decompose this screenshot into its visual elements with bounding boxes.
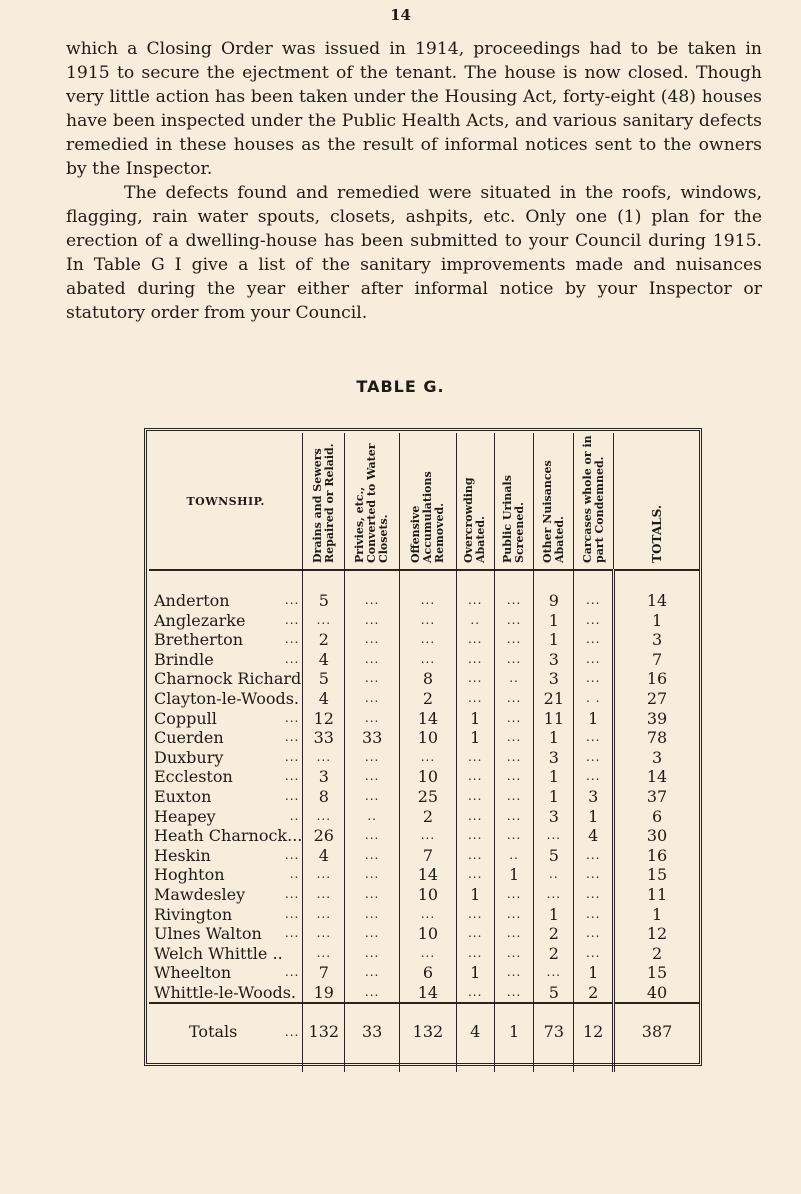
value-cell: 5 [303,570,345,611]
value-cell: ... [494,748,534,768]
table-title: TABLE G. [356,377,445,396]
leader-dots: ... [284,788,300,803]
leader-dots: ... [284,1025,300,1040]
township-name: Cuerden [154,728,224,748]
column-header-label: Overcrowding Abated. [462,477,488,563]
value-cell: ... [345,885,400,905]
value-cell: ... [400,570,457,611]
column-header [456,433,494,570]
value-cell: ... [534,826,574,846]
value-cell: ... [345,767,400,787]
township-cell [149,983,303,1004]
table-row [149,807,699,827]
value-cell: 14 [400,865,457,885]
value-cell: 78 [614,728,699,748]
leader-dots: ... [284,769,300,784]
value-cell: ... [574,630,614,650]
value-cell: .. [494,846,534,866]
table-row [149,570,699,611]
value-cell: ... [400,944,457,964]
value-cell: ... [574,570,614,611]
township-cell [149,669,303,689]
value-cell: ... [574,669,614,689]
value-cell: ... [494,963,534,983]
value-cell: 10 [400,767,457,787]
township-cell [149,728,303,748]
value-cell: 3 [534,650,574,670]
value-cell: ... [456,905,494,925]
table-row [149,885,699,905]
value-cell: 132 [303,1003,345,1072]
table-header-row [149,433,699,570]
value-cell: ... [303,944,345,964]
value-cell: ... [400,905,457,925]
value-cell: 25 [400,787,457,807]
leader-dots: ... [284,965,300,980]
value-cell: ... [456,767,494,787]
value-cell: ... [456,630,494,650]
value-cell: 1 [534,630,574,650]
table-row [149,630,699,650]
leader-dots: ... [284,926,300,941]
value-cell: ... [345,570,400,611]
table-row [149,650,699,670]
column-header [494,433,534,570]
table-row [149,944,699,964]
value-cell: 7 [303,963,345,983]
township-cell [149,1003,303,1072]
value-cell: 12 [574,1003,614,1072]
value-cell: ... [303,748,345,768]
leader-dots: ... [284,906,300,921]
paragraph: which a Closing Order was issued in 1914, proceedings had to be taken in 1915 to secure the ejectment of the tenant. The house is now closed. Though very little action has been taken under the Housing Act, forty-eight (48) houses have been inspected under the Public Health Acts, and various sanitary defects remedied in these houses as the result of informal notices sent to the owners by the Inspector. [66,39,762,179]
value-cell: ... [494,983,534,1004]
township-name: Anglezarke [154,610,246,630]
value-cell: 33 [345,728,400,748]
township-cell [149,865,303,885]
value-cell: 1 [456,728,494,748]
value-cell: ... [534,885,574,905]
value-cell: 3 [534,807,574,827]
value-cell: 5 [303,669,345,689]
township-cell [149,630,303,650]
township-name: Euxton [154,786,212,806]
value-cell: 2 [400,689,457,709]
value-cell: ... [303,905,345,925]
table-row [149,865,699,885]
value-cell: ... [494,611,534,631]
value-cell: ... [494,728,534,748]
value-cell: ... [456,570,494,611]
value-cell: ... [303,924,345,944]
township-cell [149,963,303,983]
table-row [149,846,699,866]
value-cell: ... [345,611,400,631]
value-cell: ... [574,767,614,787]
value-cell: 27 [614,689,699,709]
leader-dots: ... [284,593,300,607]
value-cell: 26 [303,826,345,846]
township-cell [149,944,303,964]
value-cell: 1 [534,905,574,925]
value-cell: ... [345,630,400,650]
township-cell [149,611,303,631]
township-name: Totals [189,1022,238,1042]
value-cell: 387 [614,1003,699,1072]
township-name: Wheelton [154,963,232,983]
township-name: Hoghton [154,865,225,885]
value-cell: 2 [574,983,614,1004]
value-cell: 1 [456,709,494,729]
table-row [149,905,699,925]
value-cell: ... [494,650,534,670]
table-row [149,767,699,787]
table-row [149,669,699,689]
value-cell: 40 [614,983,699,1004]
township-cell [149,650,303,670]
column-header-label: TOTALS. [649,505,664,563]
value-cell: 33 [345,1003,400,1072]
township-name: Brindle [154,649,214,669]
township-cell [149,767,303,787]
value-cell: ... [456,689,494,709]
value-cell: ... [574,865,614,885]
township-name: Mawdesley [154,884,246,904]
value-cell: 16 [614,669,699,689]
value-cell: 37 [614,787,699,807]
value-cell: ... [494,787,534,807]
value-cell: ... [494,885,534,905]
value-cell: ... [456,944,494,964]
value-cell: 2 [534,944,574,964]
value-cell: 10 [400,924,457,944]
value-cell: ... [456,846,494,866]
page-number: 14 [390,6,411,24]
value-cell: 30 [614,826,699,846]
value-cell: ... [303,885,345,905]
value-cell: ... [345,944,400,964]
value-cell: 1 [494,865,534,885]
value-cell: ... [456,650,494,670]
totals-row [149,1003,699,1072]
value-cell: ... [494,826,534,846]
value-cell: ... [494,767,534,787]
value-cell: ... [345,905,400,925]
column-header [345,433,400,570]
value-cell: 1 [534,728,574,748]
township-cell [149,709,303,729]
table-row [149,689,699,709]
leader-dots: ... [284,730,300,745]
value-cell: ... [494,905,534,925]
value-cell: 11 [614,885,699,905]
township-cell [149,807,303,827]
value-cell: ... [456,865,494,885]
table-g [144,428,702,1066]
value-cell: ... [303,865,345,885]
township-name: Coppull [154,708,217,728]
value-cell: 3 [574,787,614,807]
value-cell: .. [534,865,574,885]
value-cell: 2 [400,807,457,827]
value-cell: 3 [534,669,574,689]
value-cell: ... [456,669,494,689]
value-cell: ... [400,611,457,631]
township-cell [149,689,303,709]
value-cell: 4 [303,689,345,709]
column-header-label: Privies, etc., Converted to Water Closets. [353,443,391,563]
value-cell: ... [574,728,614,748]
leader-dots: ... [284,651,300,666]
value-cell: ... [345,963,400,983]
value-cell: 1 [574,963,614,983]
leader-dots: .. [289,808,300,823]
value-cell: 1 [534,611,574,631]
value-cell: ... [494,709,534,729]
value-cell: ... [574,846,614,866]
column-header [574,433,614,570]
township-name: Rivington [154,904,233,924]
value-cell: ... [345,983,400,1004]
value-cell: ... [494,807,534,827]
township-name: Anderton [154,591,230,610]
value-cell: ... [456,924,494,944]
value-cell: ... [345,669,400,689]
township-cell [149,905,303,925]
value-cell: .. [345,807,400,827]
value-cell: ... [345,689,400,709]
value-cell: 1 [456,885,494,905]
value-cell: 7 [614,650,699,670]
value-cell: 9 [534,570,574,611]
value-cell: 4 [303,846,345,866]
value-cell: ... [494,924,534,944]
township-cell [149,787,303,807]
township-cell [149,826,303,846]
column-header [614,433,699,570]
value-cell: 8 [400,669,457,689]
value-cell: 15 [614,963,699,983]
table-row [149,787,699,807]
value-cell: ... [400,826,457,846]
value-cell: 3 [614,630,699,650]
value-cell: ... [494,630,534,650]
value-cell: 11 [534,709,574,729]
column-header [534,433,574,570]
table-row [149,748,699,768]
table-row [149,924,699,944]
value-cell: ... [456,787,494,807]
township-name: Clayton-le-Woods. [154,688,299,708]
value-cell: 73 [534,1003,574,1072]
column-header-label: Public Urinals Screened. [501,475,527,563]
township-cell [149,570,303,611]
value-cell: 2 [303,630,345,650]
value-cell: ... [303,611,345,631]
column-header-label: Drains and Sewers Repaired or Relaid. [310,443,336,563]
value-cell: ... [494,944,534,964]
value-cell: ... [345,709,400,729]
township-name: Bretherton [154,630,244,650]
value-cell: 14 [614,570,699,611]
value-cell: ... [494,570,534,611]
value-cell: ... [456,983,494,1004]
value-cell: 12 [303,709,345,729]
value-cell: 3 [534,748,574,768]
value-cell: 39 [614,709,699,729]
value-cell: ... [574,944,614,964]
township-name: Whittle-le-Woods. [154,982,296,1002]
township-name: Charnock Richard [154,669,302,689]
value-cell: 15 [614,865,699,885]
value-cell: 1 [614,611,699,631]
leader-dots: ... [284,886,300,901]
paragraph: The defects found and remedied were situated in the roofs, windows, flagging, rain water spouts, closets, ashpits, etc. Only one (1) plan for the erection of a dwelling-house has been submitted to your Council during 1915. In Table G I give a list of the sanitary improvements made and nuisances abated during the year either after informal notice by your Inspector or statutory order from your Council. [66,183,762,323]
value-cell: 2 [534,924,574,944]
value-cell: 10 [400,885,457,905]
value-cell: ... [574,905,614,925]
value-cell: 4 [303,650,345,670]
value-cell: 7 [400,846,457,866]
value-cell: ... [456,748,494,768]
township-cell [149,924,303,944]
value-cell: 14 [400,983,457,1004]
township-name: Welch Whittle .. [154,943,283,963]
column-header [400,433,457,570]
value-cell: ... [345,826,400,846]
table-row [149,728,699,748]
table-row [149,709,699,729]
township-cell [149,885,303,905]
value-cell: 5 [534,846,574,866]
column-header-label: Offensive Accumulations Removed. [408,471,446,563]
value-cell: .. [494,669,534,689]
leader-dots: ... [284,710,300,725]
column-header-label: Carcases whole or in part Condemned. [580,435,606,563]
value-cell: ... [574,885,614,905]
value-cell: ... [574,611,614,631]
township-name: Heath Charnock... [154,826,303,846]
value-cell: 21 [534,689,574,709]
value-cell: 10 [400,728,457,748]
township-name: Ulnes Walton [154,924,262,944]
value-cell: ... [400,630,457,650]
value-cell: ... [400,748,457,768]
column-header [303,433,345,570]
value-cell: 1 [614,905,699,925]
value-cell: 132 [400,1003,457,1072]
value-cell: 12 [614,924,699,944]
township-name: Eccleston [154,767,233,787]
column-header-township: TOWNSHIP. [149,433,303,570]
value-cell: ... [303,807,345,827]
value-cell: 16 [614,846,699,866]
value-cell: 6 [400,963,457,983]
value-cell: 1 [574,807,614,827]
value-cell: 3 [303,767,345,787]
value-cell: ... [574,924,614,944]
leader-dots: ... [284,749,300,764]
value-cell: 1 [534,787,574,807]
value-cell: 8 [303,787,345,807]
value-cell: 33 [303,728,345,748]
leader-dots: ... [284,612,300,627]
value-cell: ... [345,846,400,866]
value-cell: ... [456,807,494,827]
column-header-label: Other Nuisances Abated. [540,460,566,563]
value-cell: 2 [614,944,699,964]
leader-dots: ... [284,632,300,647]
township-cell [149,846,303,866]
table-row [149,611,699,631]
value-cell: 4 [574,826,614,846]
leader-dots: .. [289,867,300,882]
value-cell: 5 [534,983,574,1004]
township-cell [149,748,303,768]
table-row [149,826,699,846]
value-cell: 4 [456,1003,494,1072]
value-cell: ... [345,865,400,885]
value-cell: ... [345,748,400,768]
value-cell: 1 [456,963,494,983]
value-cell: 1 [534,767,574,787]
value-cell: ... [345,924,400,944]
value-cell: ... [400,650,457,670]
township-name: Duxbury [154,747,224,767]
value-cell: ... [494,689,534,709]
value-cell: 14 [614,767,699,787]
value-cell: ... [534,963,574,983]
value-cell: 1 [574,709,614,729]
table-row [149,983,699,1004]
value-cell: ... [574,748,614,768]
value-cell: ... [345,650,400,670]
value-cell: 14 [400,709,457,729]
township-name: Heapey [154,806,216,826]
value-cell: . . [574,689,614,709]
value-cell: .. [456,611,494,631]
value-cell: 1 [494,1003,534,1072]
value-cell: ... [345,787,400,807]
value-cell: 6 [614,807,699,827]
value-cell: ... [456,826,494,846]
value-cell: 19 [303,983,345,1004]
value-cell: ... [574,650,614,670]
leader-dots: ... [284,847,300,862]
table-row [149,963,699,983]
township-name: Heskin [154,845,211,865]
value-cell: 3 [614,748,699,768]
